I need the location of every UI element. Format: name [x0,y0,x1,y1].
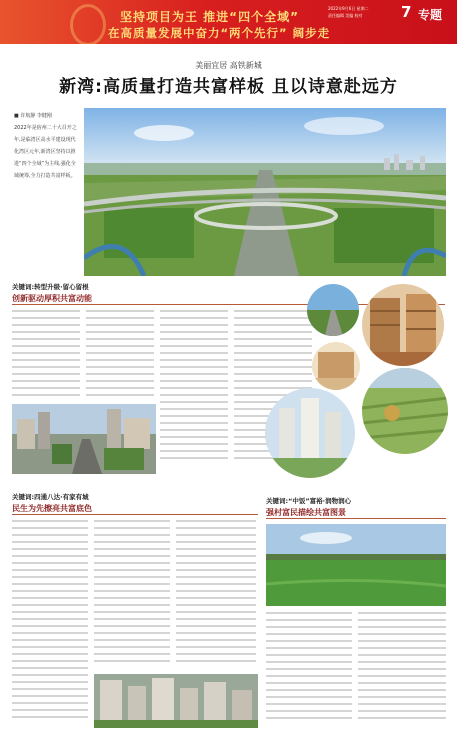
section-label: 专题 [418,8,443,22]
masthead-banner [0,0,457,44]
kicker: 美丽宜居 高铁新城 [195,61,262,70]
residential-towers-photo [265,388,355,478]
section-1-column-1 [12,310,80,402]
section-1-title: 创新驱动厚积共富动能 [12,294,92,303]
road-circle-photo [307,284,359,336]
decorative-swirl [70,4,106,44]
section-1-column-2 [86,310,154,402]
section-2-column-3 [176,520,256,670]
banner-headline-2: 在高质量发展中奋力“两个先行” 阔步走 [108,26,331,40]
main-headline: 新湾:高质量打造共富样板 且以诗意赴远方 [59,77,398,97]
section-3-keyword: 关键词:“中饭”富裕·润物润心 [266,497,352,505]
section-2-keyword: 关键词:四通八达·有家有城 [12,493,89,501]
farmland-circle-photo [362,368,448,454]
section-1-column-3 [160,310,228,470]
section-3-column-2 [358,612,446,728]
section-2-column-1 [12,520,88,726]
section-3-column-1 [266,612,352,728]
city-street-photo [12,404,156,474]
wetland-field-photo [266,524,446,606]
section-3-rule [266,518,446,519]
banner-headline-1: 坚持项目为王 推进“四个全域” [120,10,299,24]
section-2-rule [12,514,258,515]
section-1-keyword: 关键词:转型升级·留心留根 [12,283,89,291]
banner-editors: 责任编辑 美编 校对 [328,13,363,18]
aerial-photo [84,108,446,276]
byline: ■ 许航静 李健刚 [14,113,52,119]
section-2-title: 民生为先擦亮共富底色 [12,504,92,513]
book-bar-circle-photo [312,342,360,390]
lede-paragraph: 2022年是宿州二十大召开之年,是临湾区高水平建设现代化湾区元年,新湾区坚持以推进“四个全域”为主线,强化全域统筹,全力打造共富样板。 [14,125,77,179]
banner-date: 2022年9月6日 星期二 [328,6,369,11]
residential-district-photo [94,674,258,728]
section-3-title: 强村富民描绘共富图景 [266,508,346,517]
page-number: 7 [401,3,412,21]
section-2-column-2 [94,520,170,670]
library-circle-photo [362,284,444,366]
